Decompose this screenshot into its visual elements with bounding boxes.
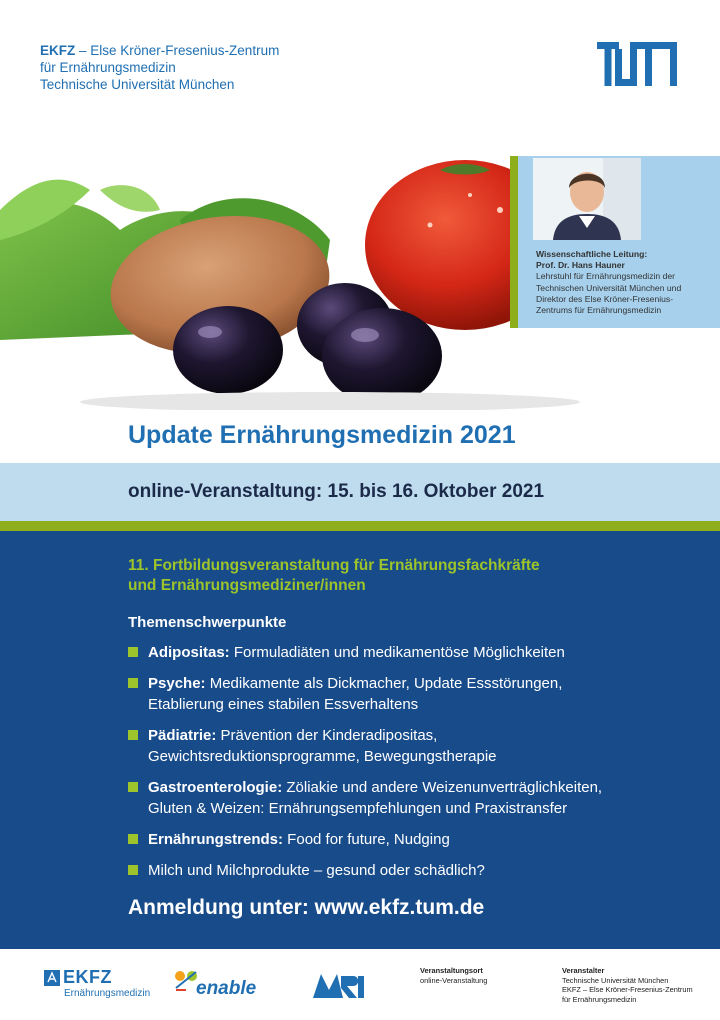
- scientific-lead-text: [536, 249, 716, 316]
- topic-item: Milch und Milchprodukte – gesund oder schädlich?: [128, 860, 698, 881]
- lead-desc-3: Direktor des Else Kröner-Fresenius-: [536, 293, 674, 304]
- green-divider: [0, 521, 720, 531]
- event-title: Update Ernährungsmedizin 2021: [128, 421, 516, 449]
- topic-item: Gastroenterologie: Zöliakie und andere Weizenunverträglichkeiten, Gluten & Weizen: Ernährungsempfehlungen und Praxistransfer: [128, 777, 698, 819]
- registration-link[interactable]: Anmeldung unter: www.ekfz.tum.de: [128, 896, 485, 919]
- scientific-lead-box: [510, 156, 720, 328]
- tum-logo: [597, 42, 677, 86]
- bullet-square-icon: [128, 834, 138, 844]
- lead-desc-1: Lehrstuhl für Ernährungsmedizin der: [536, 271, 676, 282]
- bullet-square-icon: [128, 678, 138, 688]
- bullet-square-icon: [128, 730, 138, 740]
- organizer-block: Veranstalter Technische Universität München EKFZ – Else Kröner-Fresenius-Zentrum für Ernährungsmedizin: [562, 966, 712, 1004]
- topic-item: Ernährungstrends: Food for future, Nudging: [128, 829, 698, 850]
- organizer-label: Veranstalter: [562, 966, 605, 975]
- event-subtitle: 11. Fortbildungsveranstaltung für Ernährungsfachkräfte und Ernährungsmediziner/innen: [128, 557, 540, 594]
- lead-desc-4: Zentrums für Ernährungsmedizin: [536, 305, 662, 316]
- header-org-text: [40, 42, 279, 93]
- lead-desc-2: Technischen Universität München und: [536, 282, 682, 293]
- topic-item: Adipositas: Formuladiäten und medikamentöse Möglichkeiten: [128, 642, 698, 663]
- org-line-2: für Ernährungsmedizin: [40, 60, 176, 75]
- topic-item: Psyche: Medikamente als Dickmacher, Update Essstörungen, Etablierung eines stabilen Essverhaltens: [128, 673, 698, 715]
- org-line-1: EKFZ – Else Kröner-Fresenius-Zentrum: [40, 43, 280, 58]
- org-line-3: Technische Universität München: [40, 77, 235, 92]
- topic-item: Pädiatrie: Prävention der Kinderadipositas, Gewichtsreduktionsprogramme, Bewegungstherapie: [128, 725, 698, 767]
- ekfz-emblem-icon: [44, 970, 60, 986]
- portrait-photo: [533, 158, 641, 240]
- ekfz-logo: EKFZ Ernährungsmedizin: [44, 968, 144, 1002]
- venue-block: [420, 966, 540, 985]
- enable-logo: enable: [172, 968, 267, 1002]
- bullet-square-icon: [128, 865, 138, 875]
- topics-heading: Themenschwerpunkte: [128, 614, 287, 631]
- bullet-square-icon: [128, 782, 138, 792]
- lead-label: Wissenschaftliche Leitung:: [536, 249, 648, 259]
- info-accent-bar: [510, 156, 518, 328]
- venue-label: Veranstaltungsort: [420, 966, 483, 975]
- lead-name: Prof. Dr. Hans Hauner: [536, 260, 625, 271]
- venue-value: online-Veranstaltung: [420, 975, 488, 985]
- topics-list: [128, 642, 698, 891]
- bullet-square-icon: [128, 647, 138, 657]
- event-date: online-Veranstaltung: 15. bis 16. Oktober 2021: [128, 481, 545, 502]
- mri-logo: [313, 970, 365, 1000]
